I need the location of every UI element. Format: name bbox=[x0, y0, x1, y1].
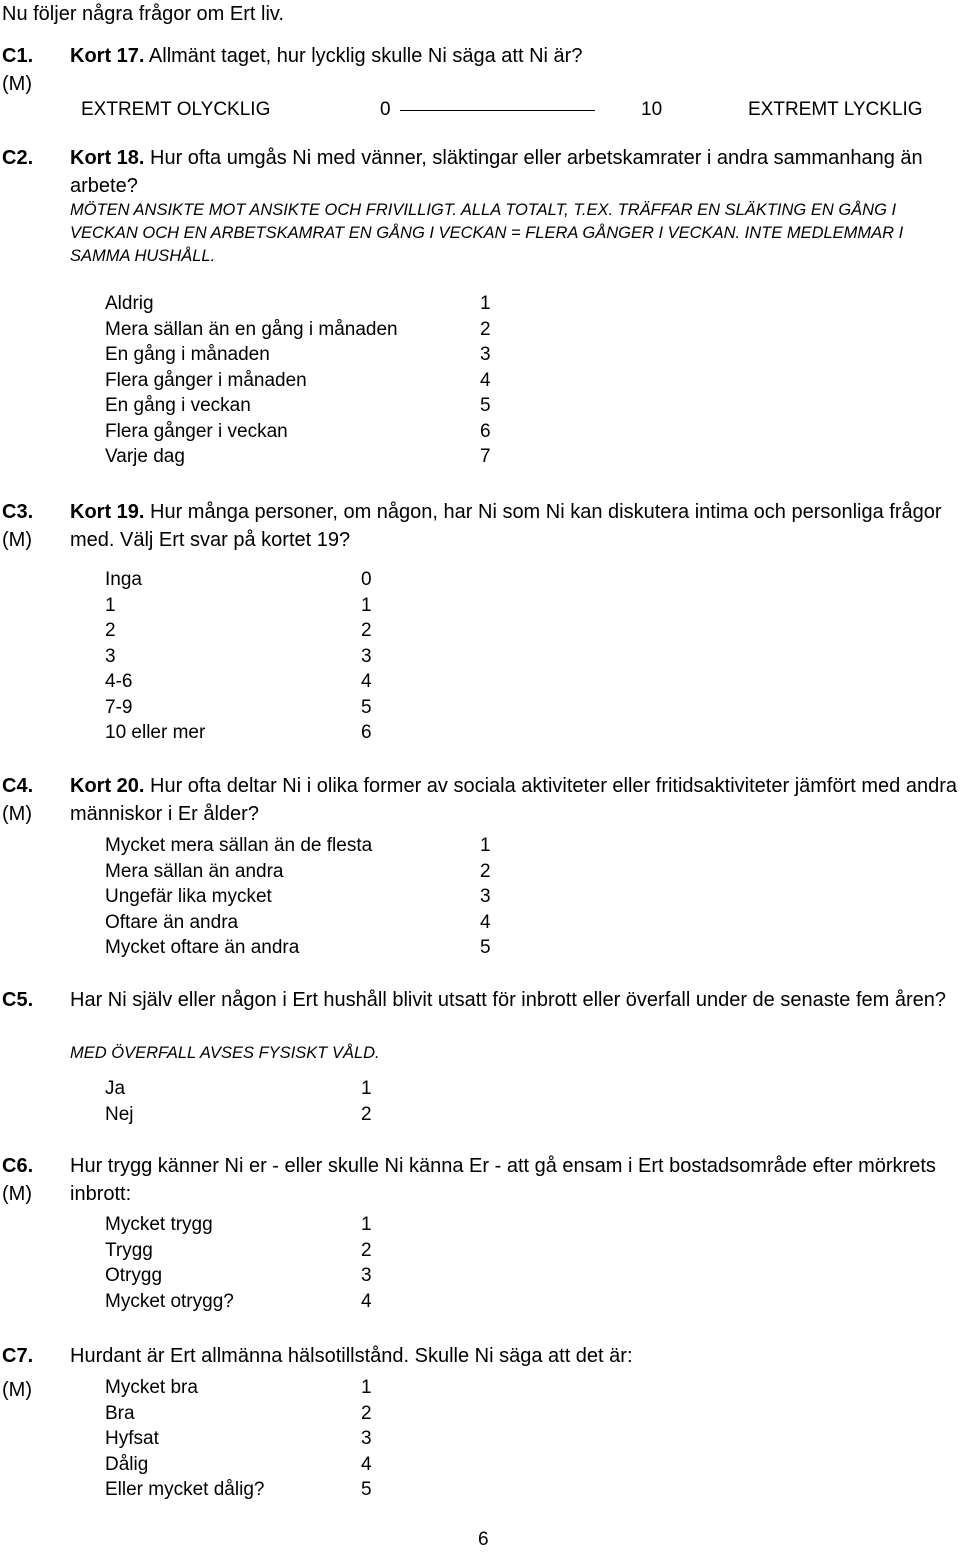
question-id: C5. bbox=[2, 989, 34, 1011]
option-code: 3 bbox=[361, 1428, 372, 1449]
option-code: 0 bbox=[361, 569, 372, 590]
option-code: 5 bbox=[480, 395, 491, 416]
option-label: 4-6 bbox=[105, 671, 133, 692]
question-body: Hur ofta umgås Ni med vänner, släktingar eller arbetskamrater i andra sammanhang än arbete? bbox=[70, 147, 923, 197]
option-code: 3 bbox=[480, 886, 491, 907]
option-label: Trygg bbox=[105, 1239, 153, 1261]
page-number: 6 bbox=[478, 1529, 489, 1550]
option-code: 1 bbox=[480, 835, 491, 856]
option-code: 7 bbox=[480, 446, 491, 467]
question-mark: (M) bbox=[2, 803, 32, 825]
option-label: Bra bbox=[105, 1402, 135, 1424]
option-code: 6 bbox=[361, 722, 372, 743]
rating-scale bbox=[0, 96, 960, 124]
option-code: 2 bbox=[361, 1103, 372, 1125]
option-label: 1 bbox=[105, 594, 116, 616]
option-code: 1 bbox=[480, 293, 491, 314]
option-label: Varje dag bbox=[105, 446, 185, 467]
question-id: C1. bbox=[2, 45, 34, 67]
option-label: 3 bbox=[105, 645, 116, 667]
option-label: Nej bbox=[105, 1103, 134, 1125]
option-code: 2 bbox=[361, 620, 372, 641]
option-label: Oftare än andra bbox=[105, 911, 239, 933]
option-code: 2 bbox=[361, 1239, 372, 1261]
option-label: Ja bbox=[105, 1078, 126, 1099]
option-label: Otrygg bbox=[105, 1265, 163, 1286]
option-code: 2 bbox=[480, 318, 491, 340]
option-code: 4 bbox=[361, 671, 372, 692]
card-ref: Kort 20. bbox=[70, 775, 145, 797]
option-label: Inga bbox=[105, 569, 142, 590]
option-code: 4 bbox=[480, 911, 491, 933]
option-label: Mycket bra bbox=[105, 1377, 198, 1398]
scale-line bbox=[400, 110, 595, 111]
option-label: Aldrig bbox=[105, 293, 154, 314]
question-id: C3. bbox=[2, 501, 34, 523]
question-id: C2. bbox=[2, 147, 34, 169]
option-code: 1 bbox=[361, 1078, 372, 1099]
question-text bbox=[70, 772, 958, 828]
option-code: 4 bbox=[480, 369, 491, 391]
option-label: En gång i månaden bbox=[105, 344, 270, 365]
option-code: 6 bbox=[480, 420, 491, 442]
option-code: 4 bbox=[361, 1453, 372, 1475]
option-label: Hyfsat bbox=[105, 1428, 159, 1449]
card-ref: Kort 18. bbox=[70, 147, 145, 169]
option-label: Ungefär lika mycket bbox=[105, 886, 272, 907]
question-mark: (M) bbox=[2, 1183, 32, 1205]
option-label: Mycket oftare än andra bbox=[105, 937, 300, 958]
question-text: Hur trygg känner Ni er - eller skulle Ni känna Er - att gå ensam i Ert bostadsområde efter mörkrets inbrott: bbox=[70, 1155, 936, 1205]
interviewer-instruction: MÖTEN ANSIKTE MOT ANSIKTE OCH FRIVILLIGT. ALLA TOTALT, T.EX. TRÄFFAR EN SLÄKTING EN GÅNG I VECKAN OCH EN ARBETSKAMRAT EN GÅNG I VECKAN = FLERA GÅNGER I VECKAN. INTE MEDLEMMAR I SAMMA HUSHÅLL. bbox=[70, 201, 904, 265]
question-body: Hur många personer, om någon, har Ni som Ni kan diskutera intima och personliga frågor med. Välj Ert svar på kortet 19? bbox=[70, 501, 942, 551]
question-text bbox=[70, 144, 958, 200]
option-label: Mera sällan än en gång i månaden bbox=[105, 318, 398, 340]
scale-low-label: EXTREMT OLYCKLIG bbox=[81, 99, 271, 120]
option-code: 2 bbox=[361, 1402, 372, 1424]
question-text: Har Ni själv eller någon i Ert hushåll blivit utsatt för inbrott eller överfall under de senaste fem åren? bbox=[70, 989, 946, 1011]
scale-high-label: EXTREMT LYCKLIG bbox=[748, 99, 923, 120]
option-code: 4 bbox=[361, 1290, 372, 1312]
option-label: Flera gånger i veckan bbox=[105, 420, 288, 442]
option-code: 1 bbox=[361, 594, 372, 616]
question-id: C6. bbox=[2, 1155, 34, 1177]
option-label: Flera gånger i månaden bbox=[105, 369, 307, 391]
scale-high-value: 10 bbox=[641, 99, 663, 120]
question-mark: (M) bbox=[2, 529, 32, 551]
question-id: C4. bbox=[2, 775, 34, 797]
option-label: En gång i veckan bbox=[105, 395, 251, 416]
option-code: 5 bbox=[361, 1479, 372, 1500]
question-body: Hur ofta deltar Ni i olika former av sociala aktiviteter eller fritidsaktiviteter jämfört med andra människor i Er ålder? bbox=[70, 775, 957, 825]
question-body: Allmänt taget, hur lycklig skulle Ni säga att Ni är? bbox=[144, 45, 583, 67]
option-code: 3 bbox=[361, 645, 372, 667]
question-mark: (M) bbox=[2, 73, 32, 95]
option-code: 3 bbox=[361, 1265, 372, 1286]
card-ref: Kort 17. bbox=[70, 45, 145, 67]
option-code: 1 bbox=[361, 1214, 372, 1235]
option-label: Dålig bbox=[105, 1453, 149, 1475]
option-code: 5 bbox=[480, 937, 491, 958]
option-label: Eller mycket dålig? bbox=[105, 1479, 265, 1500]
option-code: 1 bbox=[361, 1377, 372, 1398]
question-text: Hurdant är Ert allmänna hälsotillstånd. Skulle Ni säga att det är: bbox=[70, 1345, 633, 1367]
interviewer-instruction: MED ÖVERFALL AVSES FYSISKT VÅLD. bbox=[70, 1044, 380, 1062]
scale-low-value: 0 bbox=[380, 99, 391, 120]
option-label: 10 eller mer bbox=[105, 722, 206, 743]
option-label: 2 bbox=[105, 620, 116, 641]
option-label: Mycket trygg bbox=[105, 1214, 213, 1235]
intro-text: Nu följer några frågor om Ert liv. bbox=[2, 3, 284, 25]
question-text bbox=[70, 42, 958, 70]
option-label: Mera sällan än andra bbox=[105, 860, 284, 882]
option-label: 7-9 bbox=[105, 696, 133, 718]
option-code: 2 bbox=[480, 860, 491, 882]
card-ref: Kort 19. bbox=[70, 501, 145, 523]
question-id: C7. bbox=[2, 1345, 34, 1367]
option-label: Mycket mera sällan än de flesta bbox=[105, 835, 373, 856]
option-label: Mycket otrygg? bbox=[105, 1290, 234, 1312]
option-code: 3 bbox=[480, 344, 491, 365]
question-text bbox=[70, 498, 958, 554]
question-mark: (M) bbox=[2, 1379, 32, 1401]
option-code: 5 bbox=[361, 696, 372, 718]
